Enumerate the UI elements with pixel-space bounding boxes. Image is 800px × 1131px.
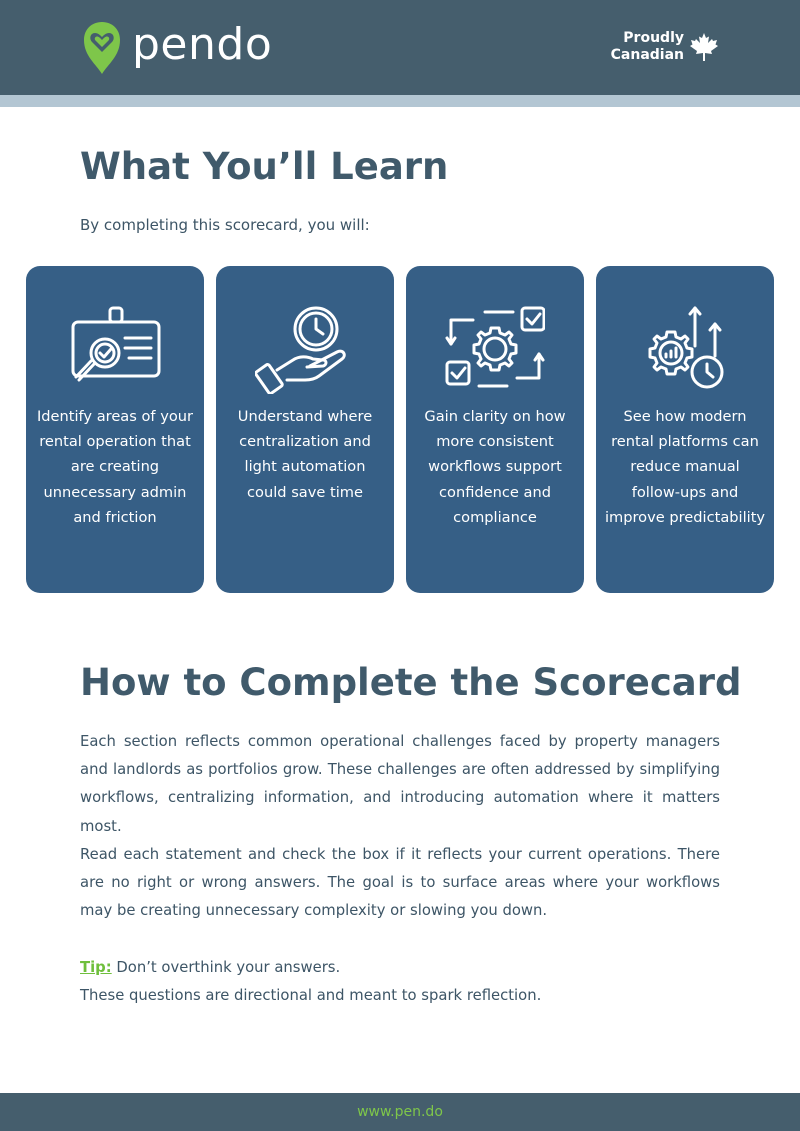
hand-clock-icon bbox=[255, 304, 355, 394]
learn-card-understand bbox=[216, 266, 394, 593]
pendo-logo[interactable] bbox=[78, 18, 272, 76]
page-footer bbox=[0, 1093, 800, 1131]
gear-workflow-checkbox-icon bbox=[445, 304, 545, 394]
header-stripe bbox=[0, 95, 800, 107]
proudly-label: Proudly bbox=[623, 30, 684, 46]
page-header bbox=[0, 0, 800, 95]
canadian-label: Canadian bbox=[610, 47, 684, 63]
learn-intro-text: By completing this scorecard, you will: bbox=[80, 216, 370, 234]
learn-card-text: Gain clarity on how more consistent workflows support confidence and compliance bbox=[424, 408, 566, 526]
learn-card-see-modern bbox=[596, 266, 774, 593]
how-paragraph-2: Read each statement and check the box if it reflects your current operations. There are no right or wrong answers. The goal is to surface areas where your workflows may be creating unnecessary complexity or slowing you down. bbox=[80, 846, 720, 920]
learn-card-text: See how modern rental platforms can reduce manual follow-ups and improve predictability bbox=[604, 408, 766, 526]
gear-chart-clock-icon bbox=[635, 304, 735, 394]
learn-card-identify bbox=[26, 266, 204, 593]
learn-card-text: Understand where centralization and light automation could save time bbox=[237, 408, 373, 501]
id-card-magnifier-icon bbox=[65, 304, 165, 394]
pendo-heart-pin-icon bbox=[78, 18, 126, 76]
tip-block bbox=[80, 954, 720, 1010]
what-youll-learn-heading: What You’ll Learn bbox=[80, 145, 449, 188]
how-to-complete-heading: How to Complete the Scorecard bbox=[80, 661, 742, 704]
tip-line-2: These questions are directional and meant to spark reflection. bbox=[80, 987, 542, 1005]
footer-url-link[interactable]: www.pen.do bbox=[357, 1104, 443, 1120]
logo-wordmark: pendo bbox=[132, 18, 273, 70]
learn-card-text: Identify areas of your rental operation that are creating unnecessary admin and friction bbox=[36, 408, 194, 526]
tip-label: Tip: bbox=[80, 959, 112, 976]
learn-card-gain-clarity bbox=[406, 266, 584, 593]
tip-text: Don’t overthink your answers. bbox=[111, 959, 341, 976]
learning-cards bbox=[26, 266, 774, 593]
maple-leaf-icon bbox=[688, 31, 720, 63]
how-paragraph-1: Each section reflects common operational challenges faced by property managers and landlords as portfolios grow. These challenges are often addressed by simplifying workflows, centralizing information, and introducing automation where it matters most. bbox=[80, 733, 720, 835]
proudly-canadian-badge bbox=[611, 30, 720, 64]
